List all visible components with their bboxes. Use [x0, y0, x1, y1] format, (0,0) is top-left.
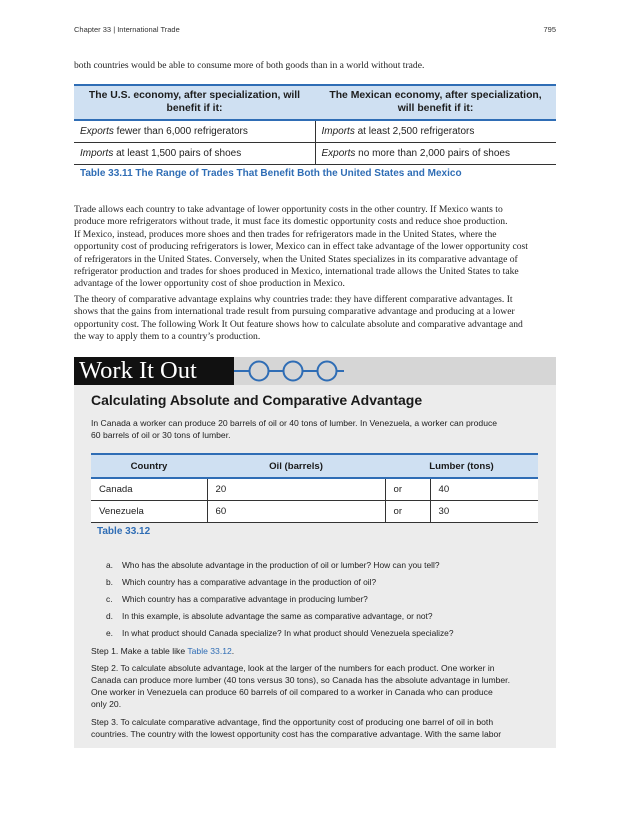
step-1: Step 1. Make a table like Table 33.12.: [91, 646, 235, 656]
step-3: Step 3. To calculate comparative advantage, find the opportunity cost of producing one barrel of oil in both countries. The country with the lowest opportunity cost has the comparative advantage. With the same labor: [91, 717, 502, 739]
work-it-out-label: Work It Out: [74, 357, 234, 385]
table-33-12: [91, 453, 538, 523]
table-cell: Exports no more than 2,000 pairs of shoes: [315, 142, 556, 164]
table-row: [91, 500, 538, 522]
table-cell: 40: [430, 478, 538, 500]
paragraph-trade-opportunity-cost: Trade allows each country to take advantage of lower opportunity costs in the other country. If Mexico wants to produce more refrigerators without trade, it must face its domestic opportunity costs and reduce shoe production. If Mexico, instead, produces more shoes and then trades for refrigerators made in the United States, where the opportunity cost of producing refrigerators is lower, Mexico can in effect take advantage of the lower opportunity cost of refrigerators in the United States. Conversely, when the United States specializes in its comparative advantage of refrigerator production and trades for shoes produced in Mexico, international trade allows the United States to take advantage of the lower opportunity cost of shoe production in Mexico.: [74, 204, 528, 290]
work-it-out-title: Calculating Absolute and Comparative Advantage: [91, 392, 423, 408]
paragraph-comparative-advantage: The theory of comparative advantage explains why countries trade: they have different comparative advantages. It shows that the gains from international trade result from pursuing comparative advantage and producing at a lower opportunity cost. The following Work It Out feature shows how to calculate absolute and comparative advantage and the way to apply them to a country’s production.: [74, 294, 523, 343]
table-row: [74, 142, 556, 164]
table-cell: 20: [207, 478, 385, 500]
page-number: 795: [543, 25, 556, 34]
table-cell: Canada: [91, 478, 207, 500]
table-33-11: [74, 84, 556, 165]
table-cell: or: [385, 500, 430, 522]
table-header-lumber: Lumber (tons): [385, 454, 538, 478]
table-header-oil: Oil (barrels): [207, 454, 385, 478]
table-row: [74, 120, 556, 142]
intro-line: both countries would be able to consume more of both goods than in a world without trade.: [74, 60, 425, 71]
step-2: Step 2. To calculate absolute advantage, look at the larger of the numbers for each product. One worker in Canada can produce more lumber (40 tons versus 30 tons), so Canada has the absolute advantage in lumber. One worker in Venezuela can produce 60 barrels of oil compared to a worker in Canada who can produce only 20.: [91, 663, 510, 709]
chapter-title: Chapter 33 | International Trade: [74, 25, 180, 34]
table-cell: Imports at least 1,500 pairs of shoes: [74, 142, 315, 164]
list-item: b. Which country has a comparative advantage in the production of oil?: [106, 577, 377, 587]
table-header-us: The U.S. economy, after specialization, will benefit if it:: [74, 85, 315, 120]
table-cell: Venezuela: [91, 500, 207, 522]
question-list: [106, 560, 546, 645]
table-cell: Exports fewer than 6,000 refrigerators: [74, 120, 315, 142]
list-item: d. In this example, is absolute advantage the same as comparative advantage, or not?: [106, 611, 433, 621]
work-it-out-circles-icon: [234, 359, 344, 383]
table-row: [91, 478, 538, 500]
list-item: a. Who has the absolute advantage in the production of oil or lumber? How can you tell?: [106, 560, 440, 570]
table-33-12-caption: Table 33.12: [97, 526, 151, 537]
table-33-12-link[interactable]: Table 33.12: [187, 646, 232, 656]
table-cell: or: [385, 478, 430, 500]
table-cell: Imports at least 2,500 refrigerators: [315, 120, 556, 142]
table-header-mexico: The Mexican economy, after specialization, will benefit if it:: [315, 85, 556, 120]
table-cell: 30: [430, 500, 538, 522]
table-cell: 60: [207, 500, 385, 522]
list-item: c. Which country has a comparative advantage in producing lumber?: [106, 594, 368, 604]
list-item: e. In what product should Canada specialize? In what product should Venezuela specialize?: [106, 628, 454, 638]
work-it-out-intro: In Canada a worker can produce 20 barrels of oil or 40 tons of lumber. In Venezuela, a worker can produce 60 barrels of oil or 30 tons of lumber.: [91, 418, 498, 440]
table-header-country: Country: [91, 454, 207, 478]
table-33-11-caption: Table 33.11 The Range of Trades That Benefit Both the United States and Mexico: [80, 168, 462, 179]
